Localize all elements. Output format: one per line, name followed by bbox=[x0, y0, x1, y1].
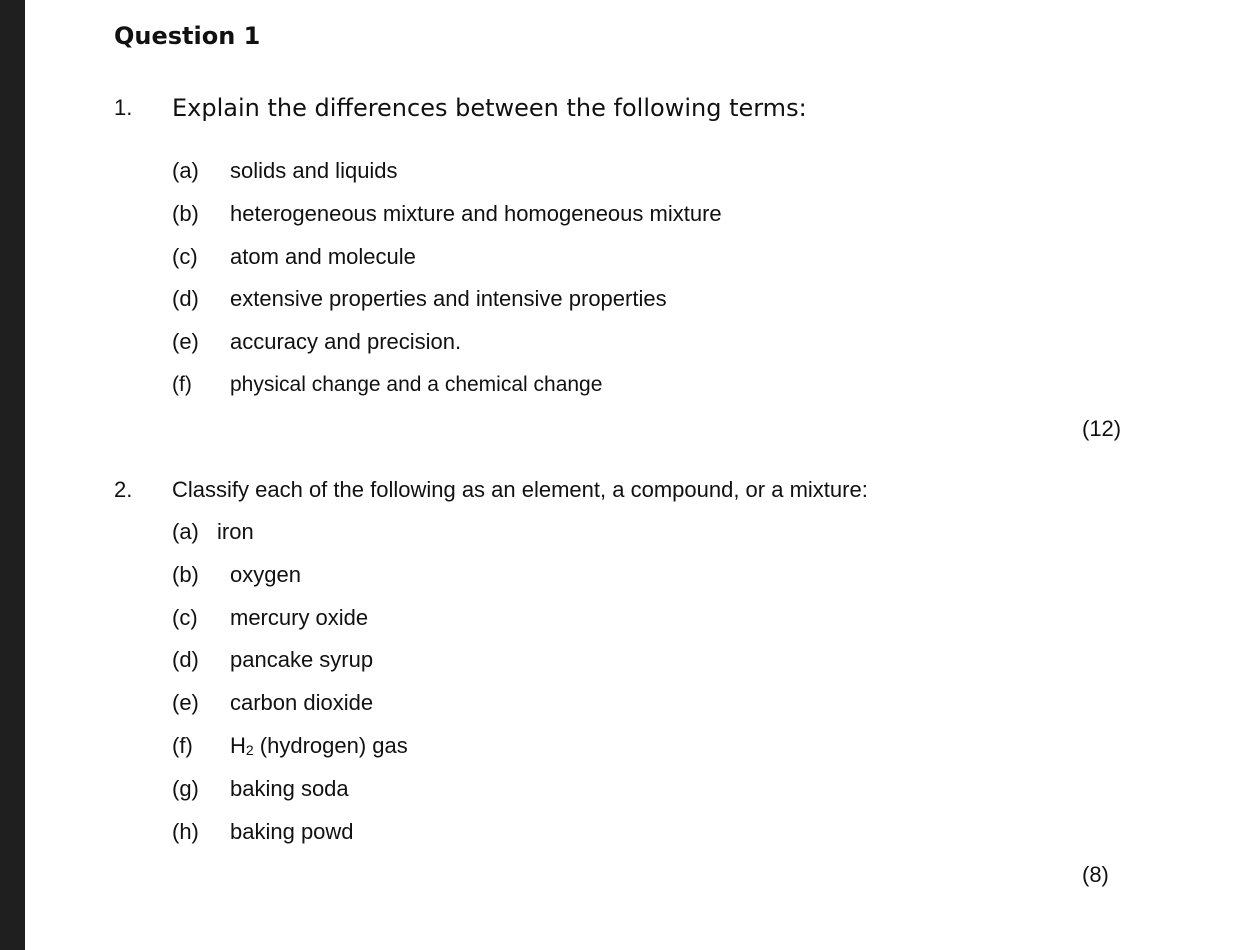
question-1-marks: (12) bbox=[1082, 416, 1122, 441]
q1-item-f bbox=[172, 371, 1072, 399]
item-text: mercury oxide bbox=[230, 605, 369, 630]
q2-item-e bbox=[172, 689, 1072, 717]
item-letter: (e) bbox=[172, 329, 199, 354]
item-letter: (d) bbox=[172, 647, 199, 672]
q2-item-f bbox=[172, 732, 1072, 760]
formula-subscript: 2 bbox=[245, 742, 254, 758]
question-2-marks: (8) bbox=[1082, 862, 1109, 887]
item-letter: (c) bbox=[172, 244, 198, 269]
item-text: extensive properties and intensive properties bbox=[230, 286, 667, 311]
item-letter: (g) bbox=[172, 776, 199, 801]
item-letter: (a) bbox=[172, 158, 199, 183]
q2-item-g bbox=[172, 775, 1072, 803]
q2-item-a bbox=[172, 518, 1072, 546]
item-letter: (f) bbox=[172, 733, 193, 758]
q1-item-c bbox=[172, 243, 1072, 271]
item-text: baking powd bbox=[230, 819, 354, 844]
item-letter: (c) bbox=[172, 605, 198, 630]
item-text: carbon dioxide bbox=[230, 690, 374, 715]
question-1-text: Explain the differences between the following terms: bbox=[172, 94, 807, 122]
item-letter: (b) bbox=[172, 562, 199, 587]
item-text: baking soda bbox=[230, 776, 349, 801]
item-letter: (a) bbox=[172, 519, 199, 544]
item-text bbox=[230, 732, 408, 764]
item-text: iron bbox=[217, 519, 254, 544]
q1-item-a bbox=[172, 157, 1072, 185]
item-text: physical change and a chemical change bbox=[230, 373, 603, 396]
question-1-number: 1. bbox=[114, 95, 133, 120]
item-text: atom and molecule bbox=[230, 244, 416, 269]
item-letter: (h) bbox=[172, 819, 199, 844]
item-letter: (e) bbox=[172, 690, 199, 715]
item-letter: (b) bbox=[172, 201, 199, 226]
document-page bbox=[25, 0, 1249, 950]
item-text: heterogeneous mixture and homogeneous mixture bbox=[230, 201, 722, 226]
left-margin-bar bbox=[0, 0, 25, 950]
q1-item-e bbox=[172, 328, 1072, 356]
question-2-text: Classify each of the following as an element, a compound, or a mixture: bbox=[172, 477, 868, 502]
q2-item-b bbox=[172, 561, 1072, 589]
item-text: oxygen bbox=[230, 562, 301, 587]
item-letter: (d) bbox=[172, 286, 199, 311]
question-heading: Question 1 bbox=[114, 22, 261, 50]
q2-item-h bbox=[172, 818, 1072, 846]
item-text: solids and liquids bbox=[230, 158, 398, 183]
q2-item-c bbox=[172, 604, 1072, 632]
q1-item-d bbox=[172, 285, 1072, 313]
item-text: pancake syrup bbox=[230, 647, 374, 672]
q2-item-d bbox=[172, 646, 1072, 674]
question-2-number: 2. bbox=[114, 477, 133, 502]
formula-rest: (hydrogen) gas bbox=[253, 733, 408, 758]
q1-item-b bbox=[172, 200, 1072, 228]
item-text: accuracy and precision. bbox=[230, 329, 462, 354]
item-letter: (f) bbox=[172, 373, 192, 396]
formula-h: H bbox=[230, 733, 246, 758]
